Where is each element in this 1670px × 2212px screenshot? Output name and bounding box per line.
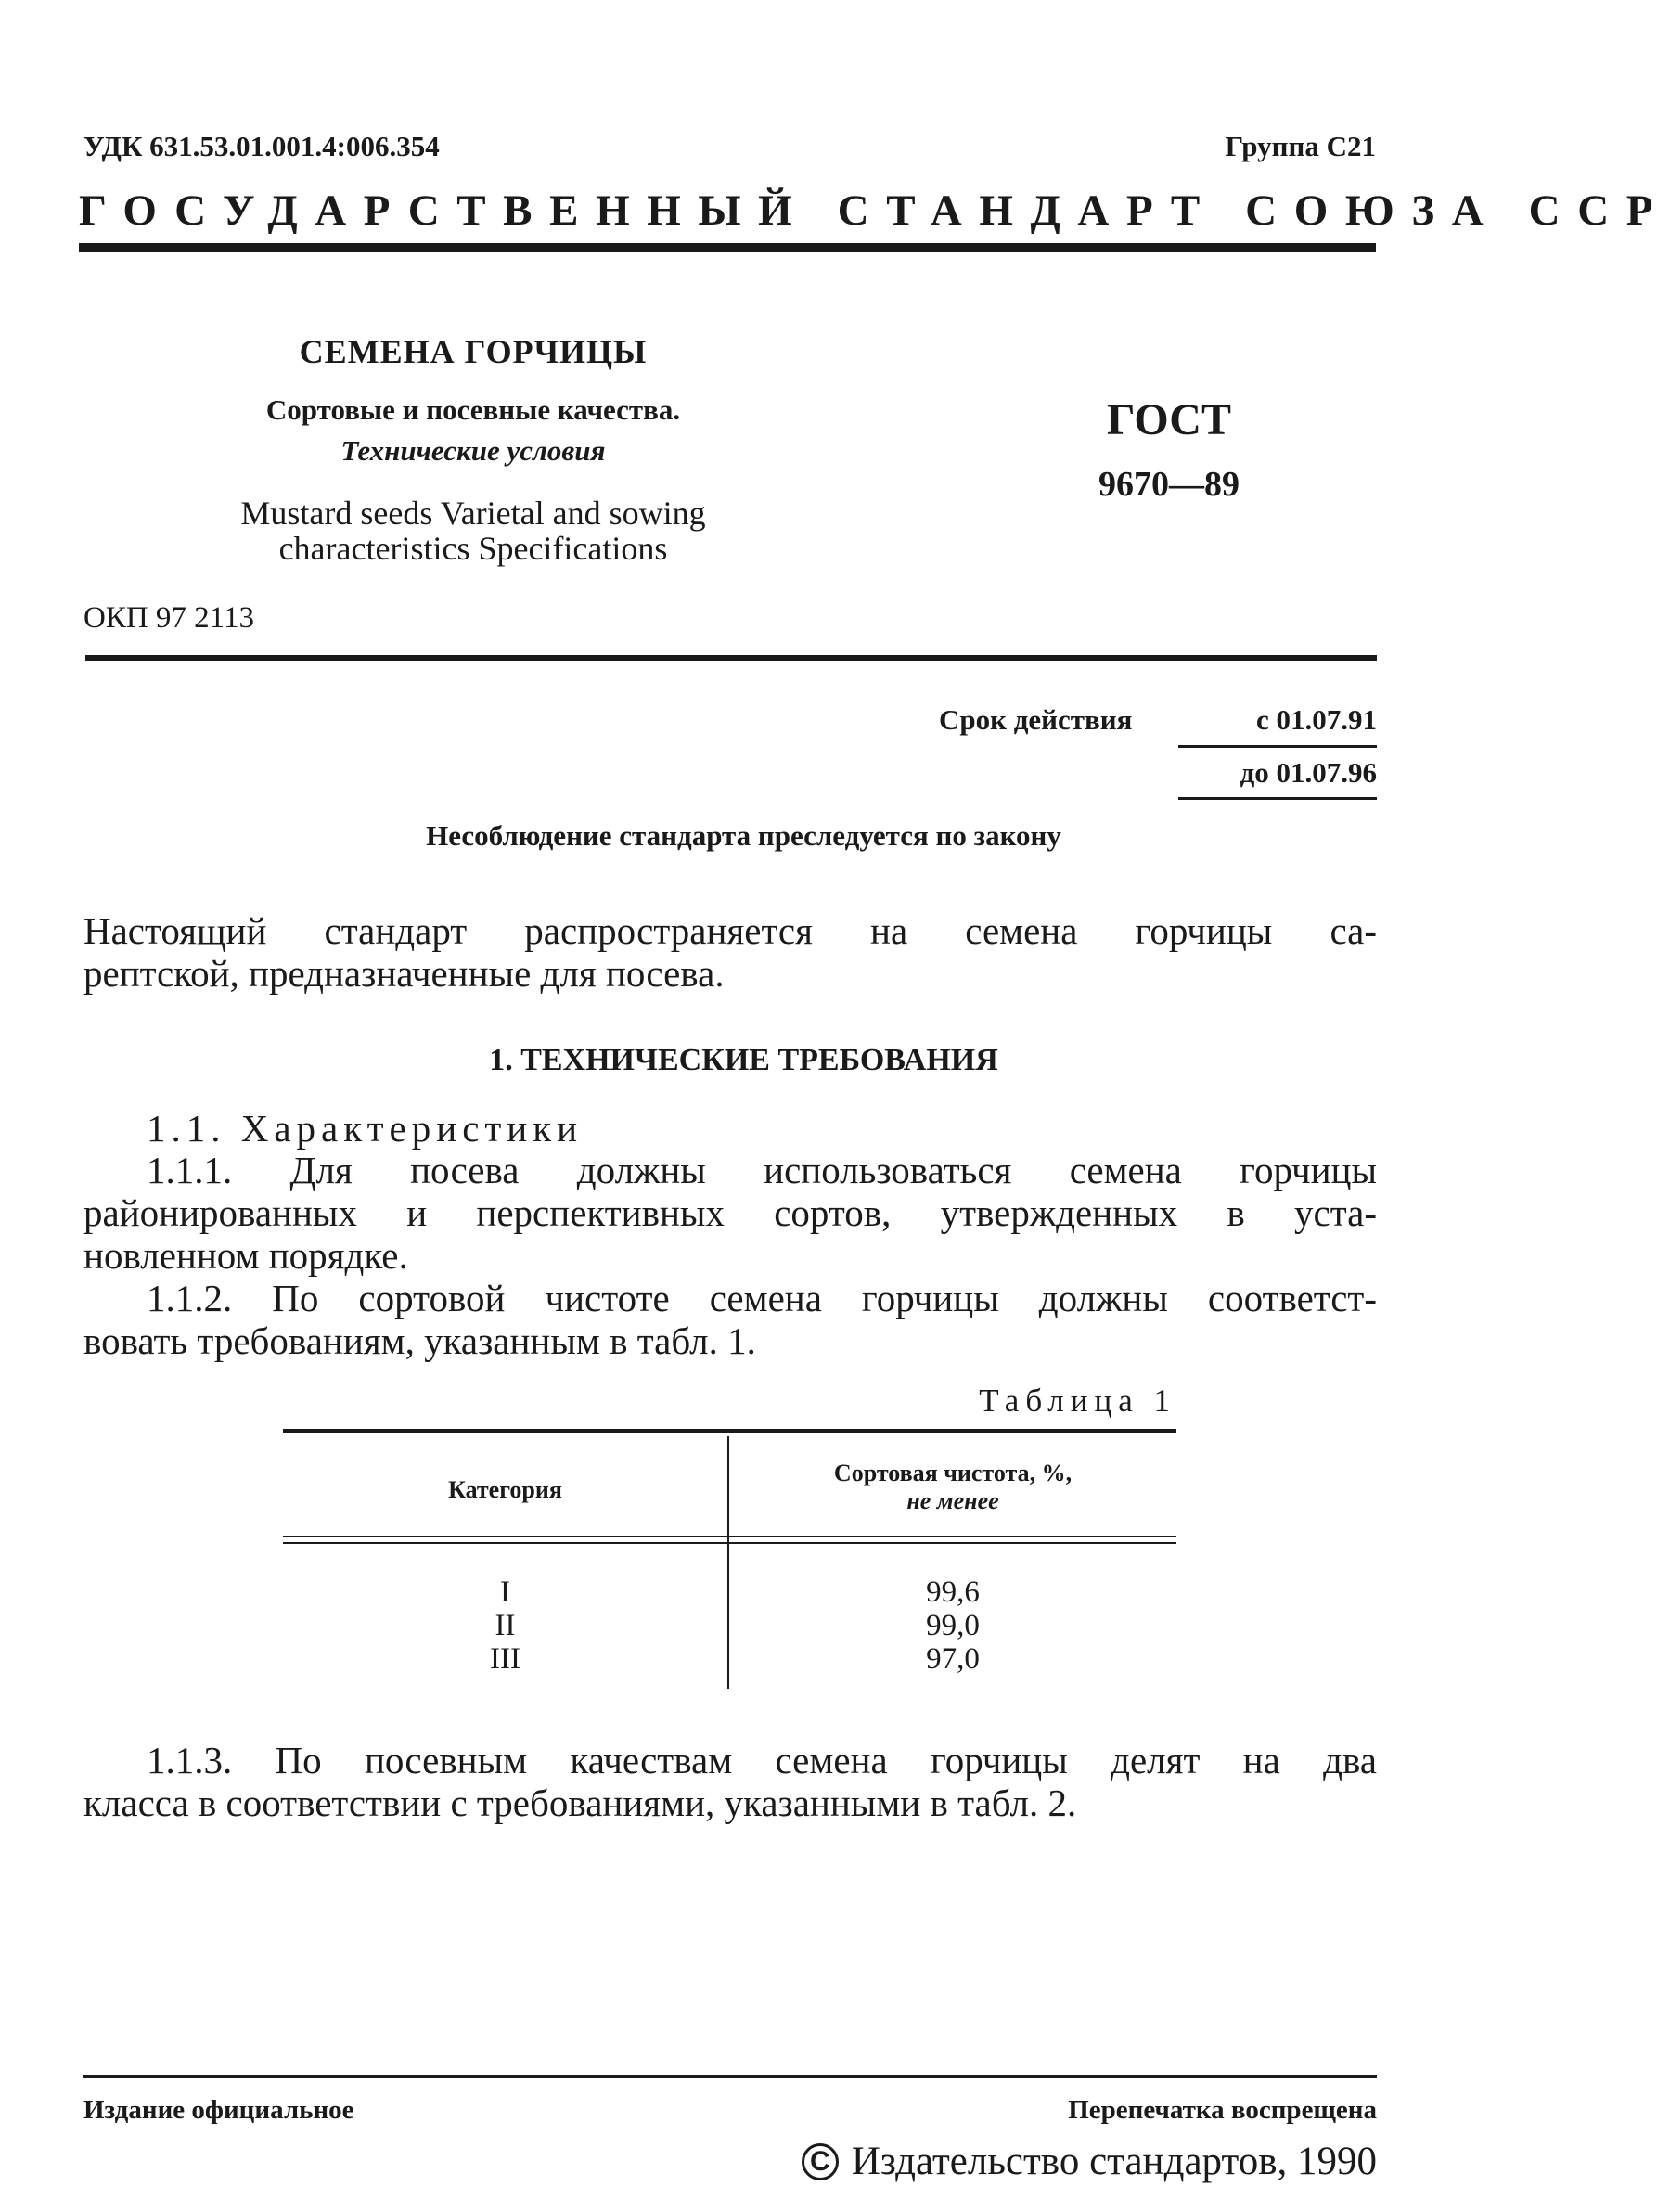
gost-label: ГОСТ bbox=[1107, 395, 1231, 444]
title-block-rule bbox=[85, 655, 1377, 661]
group-code: Группа С21 bbox=[1225, 130, 1376, 162]
table-caption: Таблица 1 bbox=[979, 1382, 1176, 1419]
table-header-rule-1 bbox=[283, 1536, 1176, 1537]
law-notice: Несоблюдение стандарта преследуется по закону bbox=[426, 819, 1061, 852]
english-title-line-1: Mustard seeds Varietal and sowing bbox=[240, 495, 706, 532]
characteristics-heading: 1.1. Характеристики bbox=[147, 1107, 584, 1150]
subtitle-line-1: Сортовые и посевные качества. bbox=[265, 393, 681, 426]
publisher-name: Издательство стандартов, 1990 bbox=[851, 2140, 1377, 2183]
subtitle-line-2: Технические условия bbox=[340, 434, 606, 467]
footer-rule bbox=[84, 2075, 1377, 2078]
validity-to: до 01.07.96 bbox=[1240, 756, 1377, 789]
gost-number: 9670—89 bbox=[1098, 465, 1240, 504]
issuing-authority: ГОСУДАРСТВЕННЫЙ СТАНДАРТ СОЮЗА ССР bbox=[79, 186, 1670, 235]
english-title-line-2: characteristics Specifications bbox=[278, 530, 668, 567]
document-title: СЕМЕНА ГОРЧИЦЫ bbox=[299, 333, 648, 370]
reprint-prohibited: Перепечатка воспрещена bbox=[1068, 2095, 1377, 2125]
validity-label: Срок действия bbox=[939, 703, 1133, 736]
header-rule bbox=[79, 243, 1376, 252]
paragraph-1-1-3-line-1: 1.1.3. По посевным качествам семена горчицы делят на два bbox=[147, 1739, 1377, 1781]
paragraph-1-1-1-line-1: 1.1.1. Для посева должны использоваться семена горчицы bbox=[147, 1149, 1377, 1191]
validity-from: с 01.07.91 bbox=[1255, 703, 1377, 736]
section-title: 1. ТЕХНИЧЕСКИЕ ТРЕБОВАНИЯ bbox=[489, 1043, 998, 1077]
paragraph-1-1-2-line-1: 1.1.2. По сортовой чистоте семена горчицы должны соответст- bbox=[147, 1277, 1377, 1319]
paragraph-1-1-3-line-2: класса в соответствии с требованиями, указанными в табл. 2. bbox=[84, 1781, 1077, 1824]
table-cell-category: II bbox=[495, 1609, 516, 1642]
table-header-category: Категория bbox=[448, 1476, 562, 1503]
paragraph-1-1-2-line-2: вовать требованиям, указанным в табл. 1. bbox=[84, 1319, 756, 1362]
table-cell-purity: 99,6 bbox=[926, 1575, 980, 1609]
paragraph-1-1-1-line-2: районированных и перспективных сортов, утвержденных в уста- bbox=[84, 1191, 1377, 1234]
paragraph-1-1-1-line-3: новленном порядке. bbox=[84, 1234, 408, 1277]
intro-line-1: Настоящий стандарт распространяется на семена горчицы са- bbox=[84, 909, 1377, 952]
table-cell-category: I bbox=[500, 1575, 510, 1609]
table-header-rule-2 bbox=[283, 1542, 1176, 1544]
table-cell-category: III bbox=[490, 1642, 520, 1676]
intro-line-2: рептской, предназначенные для посева. bbox=[84, 952, 725, 995]
publisher-line bbox=[802, 2139, 1377, 2184]
table-cell-purity: 97,0 bbox=[926, 1642, 980, 1676]
validity-rule-2 bbox=[1178, 797, 1377, 800]
copyright-icon: C bbox=[802, 2143, 839, 2180]
udk-code: УДК 631.53.01.001.4:006.354 bbox=[84, 130, 440, 162]
table-top-rule bbox=[283, 1429, 1176, 1433]
okp-code: ОКП 97 2113 bbox=[84, 601, 254, 635]
table-header-purity-line-2: не менее bbox=[906, 1487, 999, 1514]
official-edition: Издание официальное bbox=[84, 2095, 354, 2125]
table-header-purity-line-1: Сортовая чистота, %, bbox=[833, 1460, 1073, 1486]
table-cell-purity: 99,0 bbox=[926, 1609, 980, 1642]
validity-rule-1 bbox=[1178, 745, 1377, 748]
